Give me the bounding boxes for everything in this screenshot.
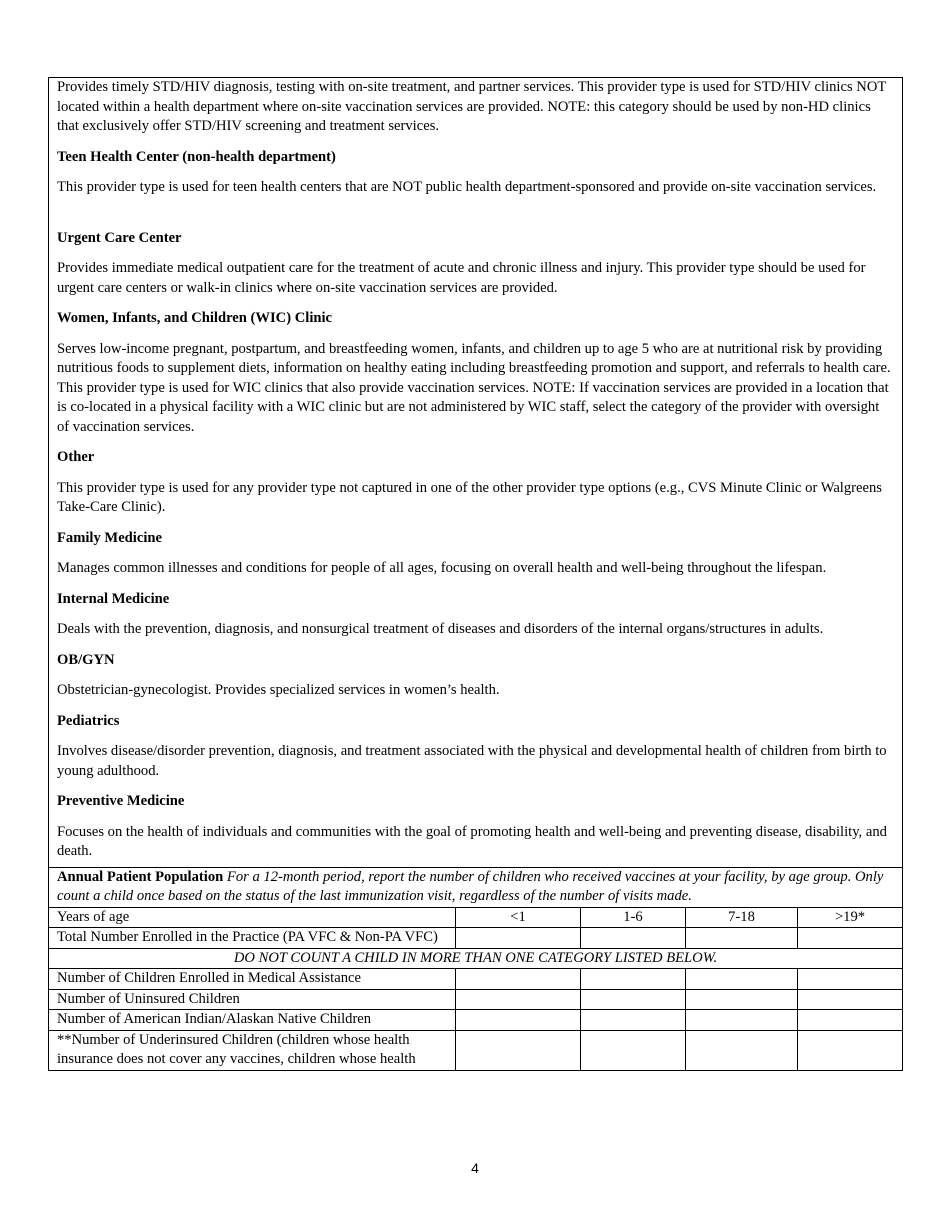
column-age-under-1: <1 [456,907,581,928]
underinsured-under-1-cell[interactable] [456,1030,581,1070]
underinsured-label: **Number of Underinsured Children (children whose health insurance does not cover any vaccines, children whose health [49,1030,456,1070]
category-notice: DO NOT COUNT A CHILD IN MORE THAN ONE CATEGORY LISTED BELOW. [49,948,903,969]
std-hiv-description: Provides timely STD/HIV diagnosis, testing with on-site treatment, and partner services. This provider type is used for STD/HIV clinics NOT located within a health department where on-site vaccination services are provided. NOTE: this category should be used by non-HD clinics that exclusively offer STD/HIV screening and treatment services. [57,79,887,134]
heading-preventive-medicine: Preventive Medicine [57,793,185,809]
population-header-row [49,867,903,907]
heading-teen-health-center: Teen Health Center (non-health department) [57,148,336,165]
column-age-7-18: 7-18 [686,907,798,928]
heading-internal-medicine: Internal Medicine [57,590,170,607]
total-enrolled-1-6-cell[interactable] [581,928,686,949]
desc-other: This provider type is used for any provider type not captured in one of the other provider type options (e.g., CVS Minute Clinic or Walgreens Take-Care Clinic). [57,479,882,515]
table-row [49,1010,903,1031]
underinsured-over-19-cell[interactable] [798,1030,903,1070]
underinsured-7-18-cell[interactable] [686,1030,798,1070]
total-enrolled-7-18-cell[interactable] [686,928,798,949]
table-row [49,989,903,1010]
desc-internal-medicine: Deals with the prevention, diagnosis, and nonsurgical treatment of diseases and disorders of the internal organs/structures in adults. [57,621,824,637]
desc-wic-clinic: Serves low-income pregnant, postpartum, and breastfeeding women, infants, and children up to age 5 who are at nutritional risk by providing nutritious foods to supplement diets, information on healthy eating including breastfeeding promotion and support, and referrals to health care. This provider type is used for WIC clinics that also provide vaccination services. NOTE: If vaccination services are provided in a location that is co-located in a physical facility with a WIC clinic but are not administered by WIC staff, select the category of the provider with oversight of vaccination services. [57,340,891,435]
american-indian-1-6-cell[interactable] [581,1010,686,1031]
medical-assistance-1-6-cell[interactable] [581,969,686,990]
total-enrolled-row [49,928,903,949]
population-title: Annual Patient Population [57,868,224,885]
column-age-over-19: >19* [798,907,903,928]
uninsured-1-6-cell[interactable] [581,989,686,1010]
american-indian-over-19-cell[interactable] [798,1010,903,1031]
table-row [49,1030,903,1070]
desc-preventive-medicine: Focuses on the health of individuals and communities with the goal of promoting health and well-being and preventing disease, disability, and death. [57,823,887,859]
medical-assistance-under-1-cell[interactable] [456,969,581,990]
page-number: 4 [471,1160,479,1176]
provider-descriptions-row [49,78,903,868]
american-indian-under-1-cell[interactable] [456,1010,581,1031]
provider-descriptions-cell [49,78,903,868]
uninsured-7-18-cell[interactable] [686,989,798,1010]
american-indian-7-18-cell[interactable] [686,1010,798,1031]
heading-other: Other [57,449,95,465]
total-enrolled-label: Total Number Enrolled in the Practice (PA VFC & Non-PA VFC) [49,928,456,949]
medical-assistance-over-19-cell[interactable] [798,969,903,990]
desc-teen-health-center: This provider type is used for teen health centers that are NOT public health department-sponsored and provide on-site vaccination services. [57,179,877,195]
column-age-1-6: 1-6 [581,907,686,928]
desc-urgent-care-center: Provides immediate medical outpatient care for the treatment of acute and chronic illness and injury. This provider type should be used for urgent care centers or walk-in clinics where on-site vaccination services are provided. [57,260,866,296]
american-indian-label: Number of American Indian/Alaskan Native Children [49,1010,456,1031]
population-header [49,867,903,907]
uninsured-label: Number of Uninsured Children [49,989,456,1010]
uninsured-under-1-cell[interactable] [456,989,581,1010]
medical-assistance-label: Number of Children Enrolled in Medical Assistance [49,969,456,990]
column-years-of-age: Years of age [49,907,456,928]
desc-family-medicine: Manages common illnesses and conditions for people of all ages, focusing on overall health and well-being throughout the lifespan. [57,560,827,576]
desc-pediatrics: Involves disease/disorder prevention, diagnosis, and treatment associated with the physical and developmental health of children from birth to young adulthood. [57,743,887,779]
table-row [49,969,903,990]
total-enrolled-under-1-cell[interactable] [456,928,581,949]
population-instructions: For a 12-month period, report the number of children who received vaccines at your facility, by age group. Only count a child once based on the status of the last immunization visit, regardless of the number of visits made. [57,868,884,904]
medical-assistance-7-18-cell[interactable] [686,969,798,990]
heading-urgent-care-center: Urgent Care Center [57,229,182,246]
notice-row [49,948,903,969]
uninsured-over-19-cell[interactable] [798,989,903,1010]
provider-form-table [48,77,903,1071]
heading-family-medicine: Family Medicine [57,529,162,546]
heading-ob-gyn: OB/GYN [57,651,115,668]
total-enrolled-over-19-cell[interactable] [798,928,903,949]
heading-wic-clinic: Women, Infants, and Children (WIC) Clinic [57,310,333,326]
desc-ob-gyn: Obstetrician-gynecologist. Provides specialized services in women’s health. [57,682,500,698]
heading-pediatrics: Pediatrics [57,712,120,729]
underinsured-1-6-cell[interactable] [581,1030,686,1070]
age-column-header-row [49,907,903,928]
